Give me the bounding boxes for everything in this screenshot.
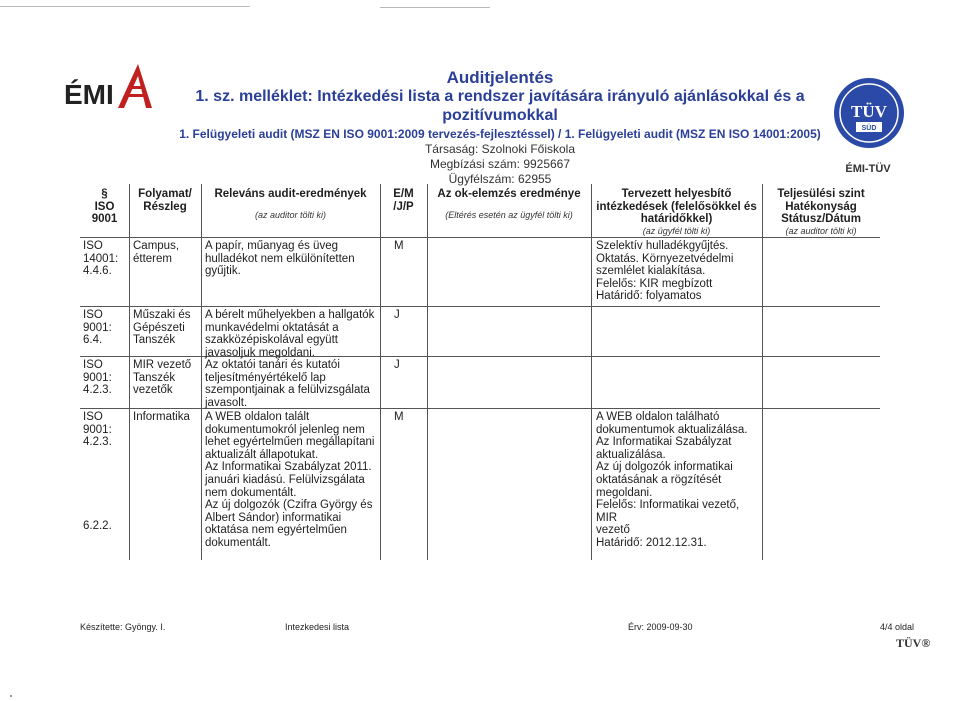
order-number-line: Megbízási szám: 9925667 bbox=[429, 157, 571, 171]
scan-dot bbox=[10, 695, 12, 697]
row2-clause: ISO 9001: 6.4. bbox=[83, 309, 112, 347]
header-row-divider bbox=[80, 237, 880, 238]
col-header-status: Teljesülési szint Hatékonyság Státusz/Dátum (az auditor tölti ki) bbox=[762, 188, 880, 237]
row4-finding: A WEB oldalon talált dokumentumokról jelenleg nem lehet egyértelműen megállapítani aktualizált állapotukat. Az Informatikai Szabályzat 2011. januári kiadású. Felülvizsgálata nem dokumentált. Az új dolgozók (Czifra György és Albert Sándor) informatikai oktatása nem egyértelműen dokumentált. bbox=[205, 411, 375, 549]
table-divider bbox=[201, 184, 202, 560]
col-header-actions: Tervezett helyesbítő intézkedések (felelősökkel és határidőkkel) (az ügyfél tölti ki) bbox=[591, 188, 762, 237]
tuv-caption: ÉMI-TÜV bbox=[845, 163, 891, 175]
row-divider bbox=[80, 356, 880, 357]
row2-type: J bbox=[394, 309, 400, 321]
col-header-findings: Releváns audit-eredmények (az auditor tölti ki) bbox=[201, 188, 380, 221]
footer-prepared-by: Készítette: Gyöngy. I. bbox=[80, 622, 166, 632]
table-divider bbox=[762, 184, 763, 560]
row3-type: J bbox=[394, 359, 400, 371]
tuv-logo-text: TÜV bbox=[851, 102, 887, 121]
row4-process: Informatika bbox=[133, 411, 190, 423]
table-divider bbox=[591, 184, 592, 560]
scan-mark bbox=[0, 6, 250, 7]
table-divider bbox=[427, 184, 428, 560]
row3-process: MIR vezető Tanszék vezetők bbox=[133, 359, 192, 397]
row4-action: A WEB oldalon található dokumentumok aktualizálása. Az Informatikai Szabályzat aktualizálása. Az új dolgozók informatikai oktatásának a rögzítését megoldani. Felelős: Informatikai vezető, MIR vezető Határidő: 2012.12.31. bbox=[596, 411, 748, 549]
row-divider bbox=[80, 408, 880, 409]
row4-clause-extra: 6.2.2. bbox=[83, 520, 112, 532]
row2-finding: A bérelt műhelyekben a hallgatók munkavédelmi oktatását a szakközépiskolával együtt javasoljuk megoldani. bbox=[205, 309, 375, 359]
report-subtitle-line1: 1. sz. melléklet: Intézkedési lista a rendszer javítására irányuló ajánlásokkal és a bbox=[195, 88, 805, 105]
footer-document-name: Intezkedesi lista bbox=[285, 622, 350, 632]
client-number-line: Ügyfélszám: 62955 bbox=[448, 172, 552, 186]
row-divider bbox=[80, 306, 880, 307]
row1-process: Campus, étterem bbox=[133, 240, 180, 265]
tuv-logo bbox=[832, 76, 906, 150]
col-header-root-cause: Az ok-elemzés eredménye (Eltérés esetén az ügyfél tölti ki) bbox=[427, 188, 591, 221]
col-header-status-note: (az auditor tölti ki) bbox=[785, 225, 857, 236]
emi-logo-text: ÉMI bbox=[64, 79, 114, 110]
row2-process: Műszaki és Gépészeti Tanszék bbox=[133, 309, 191, 347]
scan-mark bbox=[380, 7, 490, 8]
report-header bbox=[180, 68, 820, 187]
footer-valid-date: Érv: 2009-09-30 bbox=[628, 622, 693, 632]
report-title: Auditjelentés bbox=[446, 68, 554, 87]
action-table bbox=[80, 184, 880, 560]
row1-clause: ISO 14001: 4.4.6. bbox=[83, 240, 119, 278]
row1-action: Szelektív hulladékgyűjtés. Oktatás. Környezetvédelmi szemlélet kialakítása. Felelős: KIR megbízott Határidő: folyamatos bbox=[596, 240, 734, 303]
footer-page-number: 4/4 oldal bbox=[880, 622, 915, 632]
col-header-clause: § ISO 9001 bbox=[91, 188, 118, 226]
col-header-process: Folyamat/ Részleg bbox=[138, 188, 192, 213]
col-header-findings-note: (az auditor tölti ki) bbox=[254, 209, 327, 220]
report-subtitle-line2: pozitívumokkal bbox=[442, 107, 558, 124]
row1-type: M bbox=[394, 240, 404, 252]
col-header-root-cause-note: (Eltérés esetén az ügyfél tölti ki) bbox=[445, 209, 573, 220]
footer-tuv-mark: TÜV® bbox=[896, 636, 931, 650]
row1-finding: A papír, műanyag és üveg hulladékot nem elkülönítetten gyűjtik. bbox=[205, 240, 355, 278]
tuv-logo-sub: SÜD bbox=[861, 125, 877, 132]
table-divider bbox=[129, 184, 130, 560]
audit-type-line: 1. Felügyeleti audit (MSZ EN ISO 9001:2009 tervezés-fejlesztéssel) / 1. Felügyeleti audit (MSZ EN ISO 14001:2005) bbox=[179, 127, 821, 141]
emi-logo bbox=[62, 60, 152, 110]
row3-finding: Az oktatói tanári és kutatói teljesítményértékelő lap szempontjainak a felülvizsgálata javasolt. bbox=[205, 359, 370, 409]
company-line: Társaság: Szolnoki Főiskola bbox=[424, 142, 576, 156]
row4-clause: ISO 9001: 4.2.3. bbox=[83, 411, 112, 449]
row4-type: M bbox=[394, 411, 404, 423]
col-header-actions-note: (az ügyfél tölti ki) bbox=[642, 225, 711, 236]
table-divider bbox=[380, 184, 381, 560]
col-header-type: E/M /J/P bbox=[393, 188, 414, 213]
row3-clause: ISO 9001: 4.2.3. bbox=[83, 359, 112, 397]
